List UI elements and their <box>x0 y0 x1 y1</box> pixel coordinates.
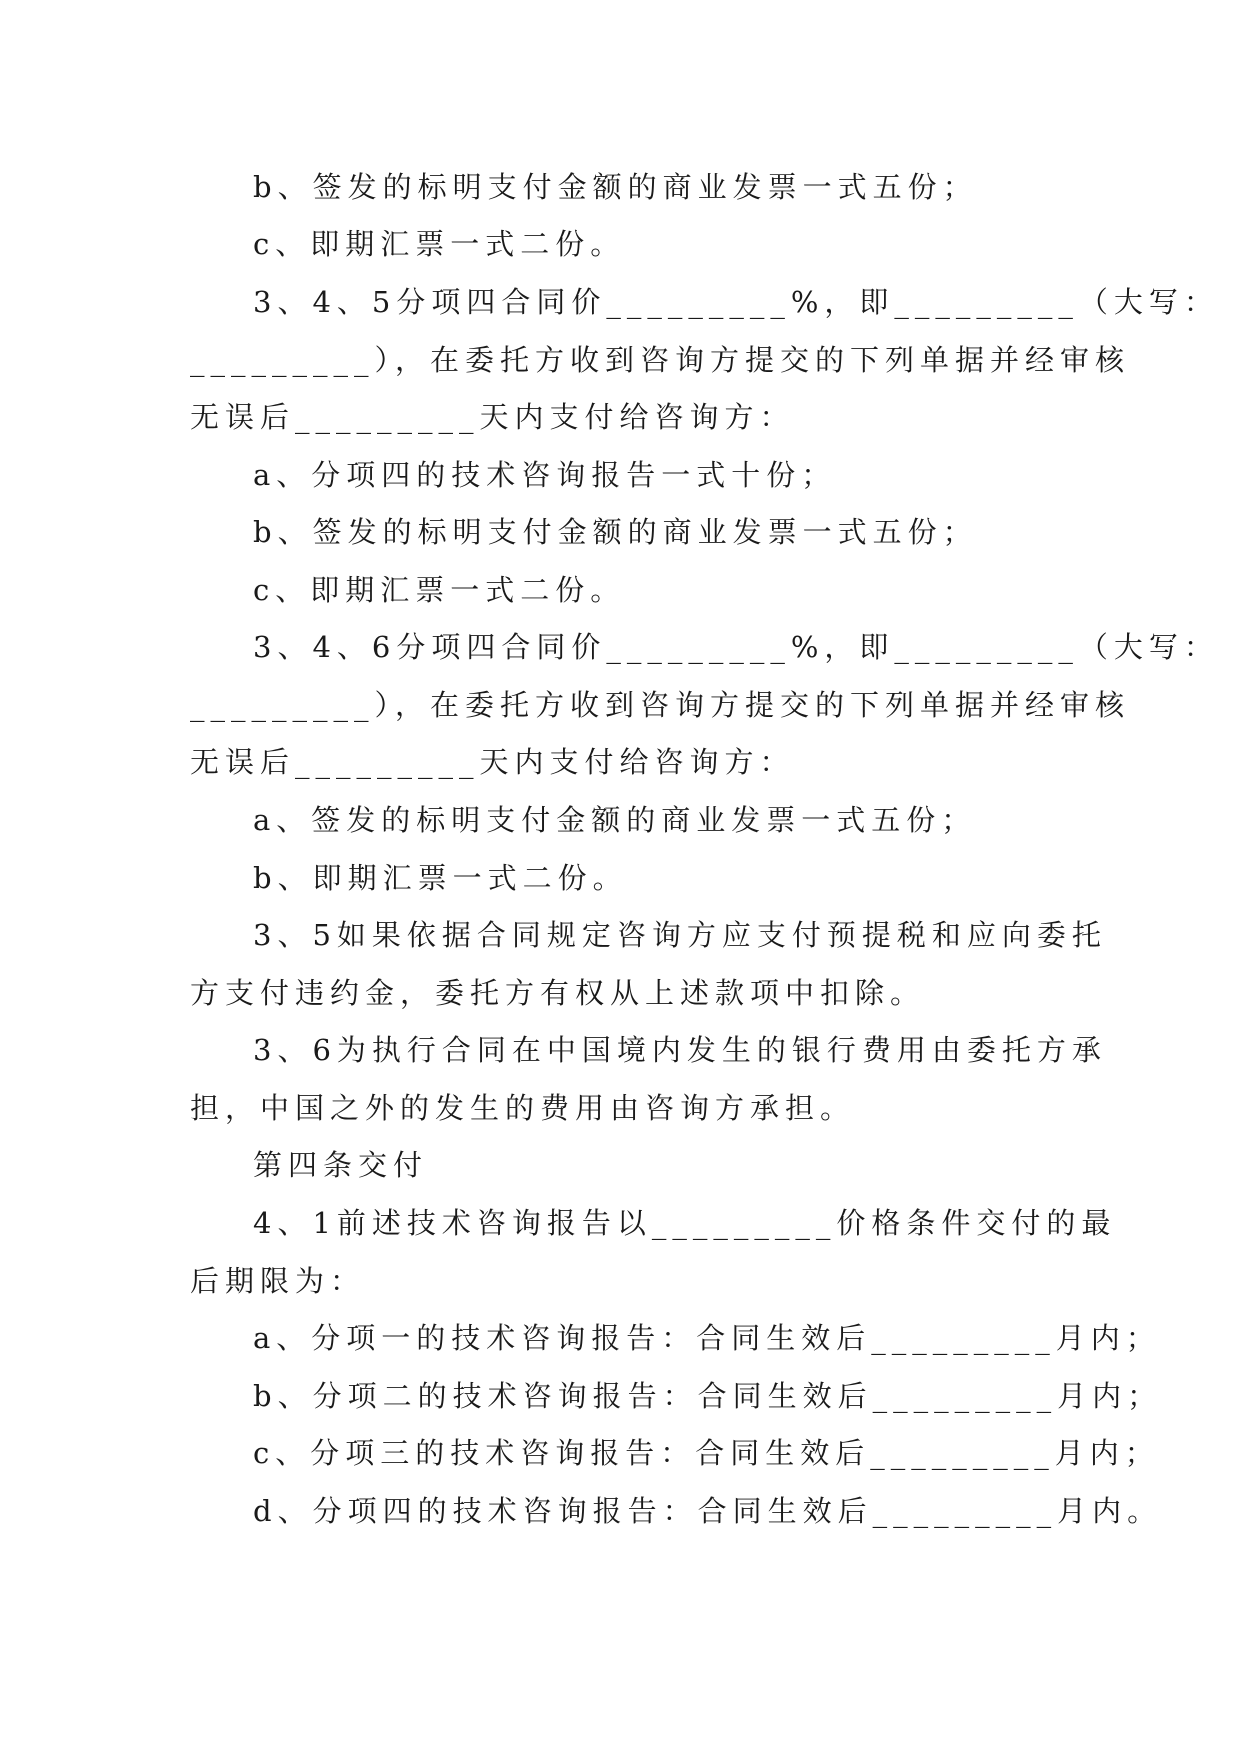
text-line-2: c、即期汇票一式二份。 <box>253 227 626 261</box>
text-line-20: 后期限为： <box>190 1264 366 1298</box>
text-line-23: c、分项三的技术咨询报告：合同生效后_________月内； <box>253 1436 1160 1470</box>
text-line-7: b、签发的标明支付金额的商业发票一式五份； <box>253 515 978 549</box>
text-line-12: a、签发的标明支付金额的商业发票一式五份； <box>253 803 977 837</box>
text-line-5: 无误后_________天内支付给咨询方： <box>190 400 795 434</box>
text-line-19: 4、1前述技术咨询报告以_________价格条件交付的最 <box>253 1206 1117 1240</box>
text-line-22: b、分项二的技术咨询报告：合同生效后_________月内； <box>253 1379 1163 1413</box>
text-line-3: 3、4、5分项四合同价_________%，即_________（大写： <box>253 285 1219 319</box>
text-line-1: b、签发的标明支付金额的商业发票一式五份； <box>253 170 978 204</box>
section-heading: 第四条交付 <box>253 1148 429 1182</box>
text-line-11: 无误后_________天内支付给咨询方： <box>190 745 795 779</box>
text-line-8: c、即期汇票一式二份。 <box>253 573 626 607</box>
text-line-14: 3、5如果依据合同规定咨询方应支付预提税和应向委托 <box>253 918 1107 952</box>
text-line-16: 3、6为执行合同在中国境内发生的银行费用由委托方承 <box>253 1033 1107 1067</box>
text-line-15: 方支付违约金，委托方有权从上述款项中扣除。 <box>190 976 926 1010</box>
text-line-9: 3、4、6分项四合同价_________%，即_________（大写： <box>253 630 1219 664</box>
text-line-10: _________），在委托方收到咨询方提交的下列单据并经审核 <box>190 688 1131 722</box>
text-line-24: d、分项四的技术咨询报告：合同生效后_________月内。 <box>253 1494 1163 1528</box>
text-line-21: a、分项一的技术咨询报告：合同生效后_________月内； <box>253 1321 1161 1355</box>
text-line-6: a、分项四的技术咨询报告一式十份； <box>253 458 837 492</box>
text-line-13: b、即期汇票一式二份。 <box>253 861 628 895</box>
text-line-17: 担，中国之外的发生的费用由咨询方承担。 <box>190 1091 856 1125</box>
text-line-4: _________），在委托方收到咨询方提交的下列单据并经审核 <box>190 343 1131 377</box>
